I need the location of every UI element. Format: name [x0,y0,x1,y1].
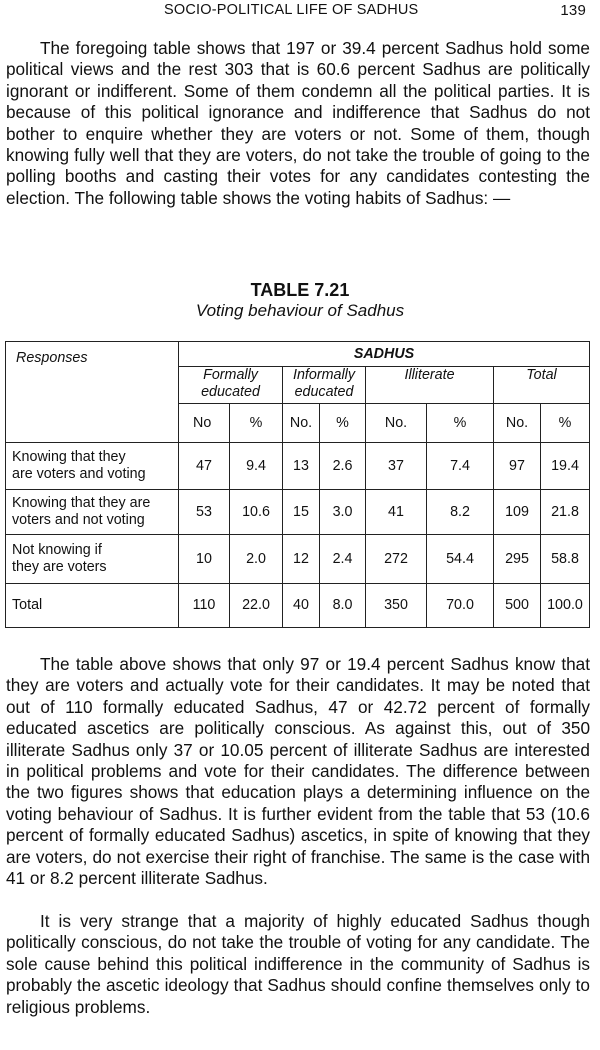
voting-behaviour-table [5,341,590,628]
table-cell: 13 [283,443,320,490]
table-cell: 3.0 [320,490,366,535]
table-cell: 272 [366,535,427,584]
sub-header-percent: % [230,404,283,443]
table-cell: 21.8 [541,490,590,535]
table-row [6,490,590,535]
table-cell: 350 [366,584,427,628]
table-cell: 110 [179,584,230,628]
table-cell: 10.6 [230,490,283,535]
table-cell: 70.0 [427,584,494,628]
table-row [6,443,590,490]
table-cell: 10 [179,535,230,584]
table-cell: 109 [494,490,541,535]
table-cell: 22.0 [230,584,283,628]
table-number: TABLE 7.21 [250,280,350,300]
table-cell: 19.4 [541,443,590,490]
col-group-total: Total [494,367,590,404]
sub-header-percent: % [427,404,494,443]
table-cell: 12 [283,535,320,584]
row-label: Total [6,584,179,628]
table-cell: 8.0 [320,584,366,628]
table-cell: 2.6 [320,443,366,490]
table-cell: 2.4 [320,535,366,584]
table-cell: 40 [283,584,320,628]
row-label: Knowing that they are voters and voting [6,443,179,490]
paragraph-conclusion: It is very strange that a majority of highly educated Sadhus though politically conscious, do not take the trouble of voting for any candidate. The sole cause behind this political indifference in the community of Sadhus is probably the ascetic ideology that Sadhus should confine themselves only to religious problems. [6,911,590,1017]
col-group-formally-educated: Formally educated [179,367,283,404]
sub-header-percent: % [320,404,366,443]
table-cell: 58.8 [541,535,590,584]
table-row [6,535,590,584]
table-cell: 7.4 [427,443,494,490]
table-cell: 100.0 [541,584,590,628]
paragraph-intro: The foregoing table shows that 197 or 39.4 percent Sadhus hold some political views and the rest 303 that is 60.6 percent Sadhus are politically ignorant or indifferent. Some of them condemn all the political parties. It is because of this political ignorance and indifference that Sadhus do not bother to enquire whether they are voters or not. Some of them, though knowing fully well that they are voters, do not take the trouble of going to the polling booths and casting their votes for any candidates contesting the election. The following table shows the voting habits of Sadhus: — [6,38,590,208]
table-cell: 8.2 [427,490,494,535]
table-cell: 41 [366,490,427,535]
sadhus-group-header: SADHUS [179,342,590,367]
responses-header: Responses [6,342,179,443]
col-group-illiterate: Illiterate [366,367,494,404]
table-cell: 2.0 [230,535,283,584]
table-cell: 47 [179,443,230,490]
table-cell: 54.4 [427,535,494,584]
table-cell: 15 [283,490,320,535]
table-cell: 37 [366,443,427,490]
sub-header-no: No. [283,404,320,443]
row-label: Knowing that they are voters and not voting [6,490,179,535]
sub-header-no: No. [366,404,427,443]
sub-header-no: No. [494,404,541,443]
page-number: 139 [560,2,586,19]
paragraph-analysis: The table above shows that only 97 or 19.4 percent Sadhus know that they are voters and actually vote for their candidates. It may be noted that out of 110 formally educated Sadhus, 47 or 42.72 percent of formally educated ascetics are politically conscious. As against this, out of 350 illiterate Sadhus only 37 or 10.05 percent of illiterate Sadhus are interested in political problems and vote for their candidates. The difference between the two figures shows that education plays a determining influence on the voting behaviour of Sadhus. It is further evident from the table that 53 (10.6 percent of formally educated Sadhus) ascetics, in spite of knowing that they are voters, do not exercise their right of franchise. The same is the case with 41 or 8.2 percent illiterate Sadhus. [6,654,590,889]
table-row-total [6,584,590,628]
table-cell: 500 [494,584,541,628]
table-cell: 295 [494,535,541,584]
sub-header-percent: % [541,404,590,443]
running-head [0,2,600,22]
sub-header-no: No [179,404,230,443]
table-subtitle: Voting behaviour of Sadhus [195,301,405,320]
col-group-informally-educated: Informally educated [283,367,366,404]
chapter-title: SOCIO-POLITICAL LIFE OF SADHUS [164,2,419,18]
table-cell: 9.4 [230,443,283,490]
table-cell: 53 [179,490,230,535]
table-cell: 97 [494,443,541,490]
row-label: Not knowing if they are voters [6,535,179,584]
